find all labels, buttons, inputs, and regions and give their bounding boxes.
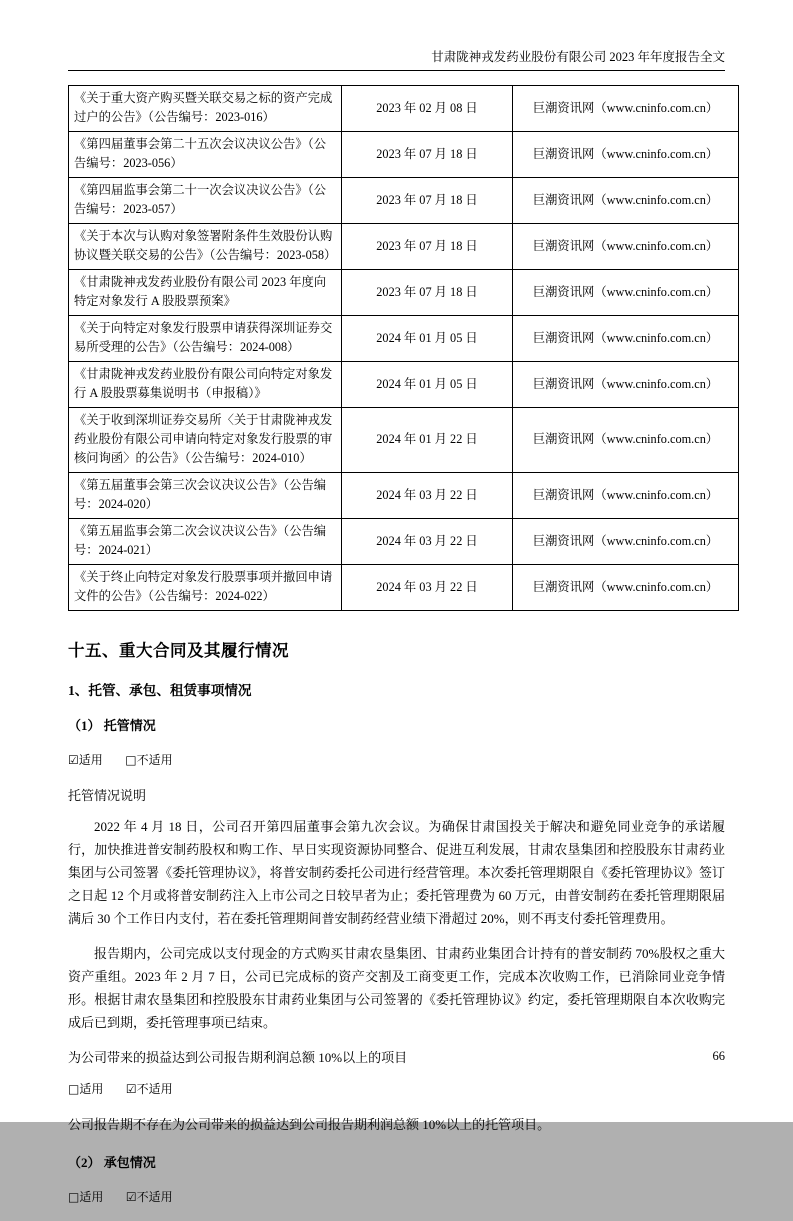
checkbox-applicable[interactable]: □适用 xyxy=(68,1190,104,1204)
trusteeship-applicability xyxy=(68,748,725,772)
table-row xyxy=(69,178,739,224)
table-row xyxy=(69,132,739,178)
announcements-table xyxy=(68,85,739,611)
checkbox-applicable[interactable]: □适用 xyxy=(68,1082,104,1096)
table-row xyxy=(69,270,739,316)
table-row xyxy=(69,519,739,565)
trusteeship-desc-label: 托管情况说明 xyxy=(68,788,147,803)
announcement-date: 2024 年 01 月 22 日 xyxy=(342,408,513,473)
announcement-date: 2024 年 01 月 05 日 xyxy=(342,362,513,408)
page-number: 66 xyxy=(712,1049,725,1063)
announcement-title: 《关于向特定对象发行股票申请获得深圳证券交易所受理的公告》（公告编号：2024-008） xyxy=(69,316,342,362)
subsection-heading-1-2: （2） 承包情况 xyxy=(68,1155,156,1170)
profit-threshold-applicability xyxy=(68,1077,725,1101)
announcement-site: 巨潮资讯网（www.cninfo.com.cn） xyxy=(513,565,739,611)
announcement-site: 巨潮资讯网（www.cninfo.com.cn） xyxy=(513,270,739,316)
announcement-date: 2024 年 03 月 22 日 xyxy=(342,565,513,611)
checkbox-not-applicable-checked[interactable]: ☑不适用 xyxy=(125,1082,173,1096)
table-row xyxy=(69,408,739,473)
table-row xyxy=(69,316,739,362)
page-header: 甘肃陇神戎发药业股份有限公司 2023 年年度报告全文 xyxy=(68,48,725,71)
announcement-date: 2023 年 07 月 18 日 xyxy=(342,178,513,224)
checkbox-applicable-checked[interactable]: ☑适用 xyxy=(68,753,103,767)
announcement-site: 巨潮资讯网（www.cninfo.com.cn） xyxy=(513,224,739,270)
contracting-applicability xyxy=(68,1185,725,1209)
checkbox-not-applicable[interactable]: □不适用 xyxy=(125,753,173,767)
announcement-site: 巨潮资讯网（www.cninfo.com.cn） xyxy=(513,86,739,132)
announcement-title: 《第五届监事会第二次会议决议公告》（公告编号：2024-021） xyxy=(69,519,342,565)
table-row xyxy=(69,473,739,519)
profit-threshold-label: 为公司带来的损益达到公司报告期利润总额 10%以上的项目 xyxy=(68,1050,408,1065)
section-heading-15: 十五、重大合同及其履行情况 xyxy=(68,641,289,660)
announcement-title: 《关于重大资产购买暨关联交易之标的资产完成过户的公告》（公告编号：2023-016） xyxy=(69,86,342,132)
announcement-site: 巨潮资讯网（www.cninfo.com.cn） xyxy=(513,519,739,565)
announcement-title: 《关于本次与认购对象签署附条件生效股份认购协议暨关联交易的公告》（公告编号：2023-058） xyxy=(69,224,342,270)
announcement-date: 2023 年 02 月 08 日 xyxy=(342,86,513,132)
announcement-date: 2024 年 03 月 22 日 xyxy=(342,519,513,565)
table-row xyxy=(69,224,739,270)
announcement-title: 《关于收到深圳证券交易所〈关于甘肃陇神戎发药业股份有限公司申请向特定对象发行股票的审核问询函〉的公告》（公告编号：2024-010） xyxy=(69,408,342,473)
subsection-heading-1: 1、托管、承包、租赁事项情况 xyxy=(68,683,252,698)
announcement-title: 《甘肃陇神戎发药业股份有限公司向特定对象发行 A 股股票募集说明书（申报稿）》 xyxy=(69,362,342,408)
table-row xyxy=(69,362,739,408)
announcement-title: 《第四届董事会第二十五次会议决议公告》（公告编号：2023-056） xyxy=(69,132,342,178)
announcement-site: 巨潮资讯网（www.cninfo.com.cn） xyxy=(513,178,739,224)
trusteeship-paragraph-2: 报告期内，公司完成以支付现金的方式购买甘肃农垦集团、甘肃药业集团合计持有的普安制药 70%股权之重大资产重组。2023 年 2 月 7 日，公司已完成标的资产交割及工商变更工作，完成本次收购工作，已消除同业竞争情形。根据甘肃农垦集团和控股股东甘肃药业集团与公司签署的《委托管理协议》约定，委托管理期限自本次收购完成后已到期，委托管理事项已结束。 xyxy=(68,946,725,1030)
table-row xyxy=(69,86,739,132)
announcement-date: 2024 年 03 月 22 日 xyxy=(342,473,513,519)
checkbox-not-applicable-checked[interactable]: ☑不适用 xyxy=(125,1190,173,1204)
announcement-title: 《第四届监事会第二十一次会议决议公告》（公告编号：2023-057） xyxy=(69,178,342,224)
announcement-site: 巨潮资讯网（www.cninfo.com.cn） xyxy=(513,362,739,408)
page-content xyxy=(68,48,725,1221)
announcement-date: 2023 年 07 月 18 日 xyxy=(342,224,513,270)
announcement-site: 巨潮资讯网（www.cninfo.com.cn） xyxy=(513,316,739,362)
subsection-heading-1-1: （1） 托管情况 xyxy=(68,718,156,733)
announcement-title: 《关于终止向特定对象发行股票事项并撤回申请文件的公告》（公告编号：2024-022） xyxy=(69,565,342,611)
table-row xyxy=(69,565,739,611)
announcement-date: 2023 年 07 月 18 日 xyxy=(342,270,513,316)
trusteeship-paragraph-1: 2022 年 4 月 18 日，公司召开第四届董事会第九次会议。为确保甘肃国投关于解决和避免同业竞争的承诺履行，加快推进普安制药股权和购工作、早日实现资源协同整合、促进互利发展，甘肃农垦集团和控股股东甘肃药业集团与公司签署《委托管理协议》，将普安制药委托公司进行经营管理。本次委托管理期限自《委托管理协议》签订之日起 12 个月或将普安制药注入上市公司之日较早者为止；委托管理费为 60 万元，由普安制药在委托管理期限届满后 30 个工作日内支付，若在委托管理期间普安制药经营业绩下滑超过 20%，则不再支付委托管理费用。 xyxy=(68,819,725,926)
announcement-site: 巨潮资讯网（www.cninfo.com.cn） xyxy=(513,408,739,473)
announcement-site: 巨潮资讯网（www.cninfo.com.cn） xyxy=(513,473,739,519)
announcement-title: 《甘肃陇神戎发药业股份有限公司 2023 年度向特定对象发行 A 股股票预案》 xyxy=(69,270,342,316)
announcement-title: 《第五届董事会第三次会议决议公告》（公告编号：2024-020） xyxy=(69,473,342,519)
profit-threshold-note: 公司报告期不存在为公司带来的损益达到公司报告期利润总额 10%以上的托管项目。 xyxy=(68,1117,551,1132)
announcement-date: 2024 年 01 月 05 日 xyxy=(342,316,513,362)
announcement-date: 2023 年 07 月 18 日 xyxy=(342,132,513,178)
announcement-site: 巨潮资讯网（www.cninfo.com.cn） xyxy=(513,132,739,178)
